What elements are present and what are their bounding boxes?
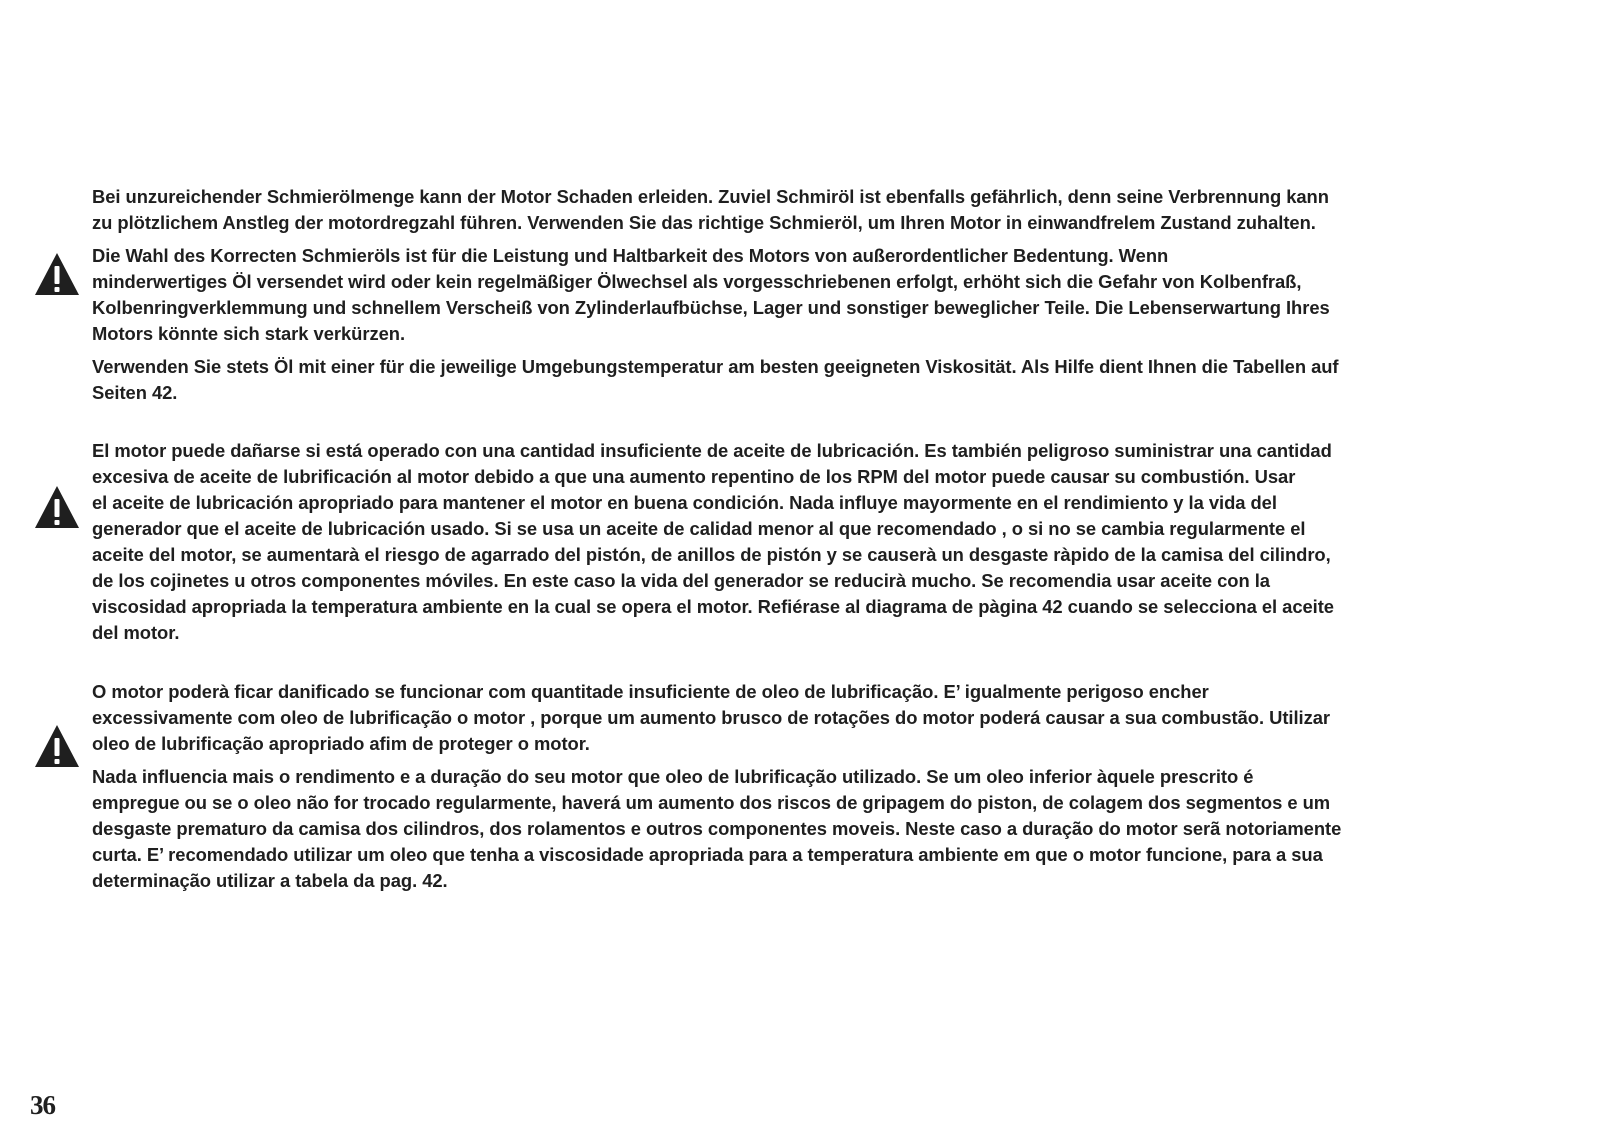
text-line: excessivamente com oleo de lubrificação o motor , porque um aumento brusco de rotações do motor poderá causar a sua combustão. Utilizar (92, 707, 1330, 728)
text-line: generador que el aceite de lubricación usado. Si se usa un aceite de calidad menor al que recomendado , o si no se cambia regularmente el (92, 518, 1306, 539)
text-line: El motor puede dañarse si está operado con una cantidad insuficiente de aceite de lubricación. Es también peligroso suministrar una cantidad (92, 440, 1332, 461)
text-line: O motor poderà ficar danificado se funcionar com quantitade insuficiente de oleo de lubrificação. E’ igualmente perigoso encher (92, 681, 1209, 702)
text-line: de los cojinetes u otros componentes móviles. En este caso la vida del generador se reducirà mucho. Se recomendia usar aceite con la (92, 570, 1270, 591)
paragraph-portuguese-2 (92, 764, 1572, 894)
text-line: Motors könnte sich stark verkürzen. (92, 323, 406, 344)
warning-triangle-icon (34, 723, 80, 769)
paragraph-portuguese-1 (92, 679, 1572, 757)
paragraph-german-2 (92, 243, 1572, 347)
text-line: Die Wahl des Korrecten Schmieröls ist für die Leistung und Haltbarkeit des Motors von außerordentlicher Bedentung. Wenn (92, 245, 1169, 266)
text-line: Seiten 42. (92, 382, 178, 403)
paragraph-german-1 (92, 184, 1572, 236)
text-line: del motor. (92, 622, 180, 643)
text-line: Verwenden Sie stets Öl mit einer für die jeweilige Umgebungstemperatur am besten geeigneten Viskosität. Als Hilfe dient Ihnen die Tabellen auf (92, 356, 1339, 377)
text-line: desgaste prematuro da camisa dos cilindros, dos rolamentos e outros componentes moveis. Neste caso a duração do motor serã notoriamente (92, 818, 1342, 839)
paragraph-german-3 (92, 354, 1572, 406)
warning-triangle-icon (34, 484, 80, 530)
text-line: aceite del motor, se aumentarà el riesgo de agarrado del pistón, de anillos de pistón y se causerà un desgaste ràpido de la camisa del cilindro, (92, 544, 1331, 565)
text-line: Kolbenringverklemmung und schnellem Verscheiß von Zylinderlaufbüchse, Lager und sonstiger beweglicher Teile. Die Lebenserwartung Ihres (92, 297, 1330, 318)
text-line: determinação utilizar a tabela da pag. 42. (92, 870, 448, 891)
section-german (92, 184, 1572, 406)
text-line: el aceite de lubricación apropriado para mantener el motor en buena condición. Nada influye mayormente en el rendimiento y la vida del (92, 492, 1277, 513)
paragraph-spanish-1 (92, 438, 1572, 646)
text-line: oleo de lubrificação apropriado afim de proteger o motor. (92, 733, 590, 754)
text-line: excesiva de aceite de lubrificación al motor debido a que una aumento repentino de los RPM del motor puede causar su combustión. Usar (92, 466, 1296, 487)
text-line: zu plötzlichem Anstleg der motordregzahl führen. Verwenden Sie das richtige Schmieröl, um Ihren Motor in einwandfrelem Zustand zuhalten. (92, 212, 1316, 233)
section-portuguese (92, 679, 1572, 894)
text-line: viscosidad apropriada la temperatura ambiente en la cual se opera el motor. Refiérase al diagrama de pàgina 42 cuando se selecciona el aceite (92, 596, 1334, 617)
text-line: empregue ou se o oleo não for trocado regularmente, haverá um aumento dos riscos de gripagem do piston, de colagem dos segmentos e um (92, 792, 1331, 813)
page-number: 36 (30, 1090, 55, 1120)
text-line: curta. E’ recomendado utilizar um oleo que tenha a viscosidade apropriada para a temperatura ambiente em que o motor funcione, para a sua (92, 844, 1323, 865)
text-line: minderwertiges Öl versendet wird oder kein regelmäßiger Ölwechsel als vorgesschriebenen erfolgt, erhöht sich die Gefahr von Kolbenfraß, (92, 271, 1302, 292)
section-spanish (92, 438, 1572, 646)
text-line: Bei unzureichender Schmierölmenge kann der Motor Schaden erleiden. Zuviel Schmiröl ist ebenfalls gefährlich, denn seine Verbrennung kann (92, 186, 1329, 207)
warning-triangle-icon (34, 251, 80, 297)
text-line: Nada influencia mais o rendimento e a duração do seu motor que oleo de lubrificação utilizado. Se um oleo inferior àquele prescrito é (92, 766, 1254, 787)
